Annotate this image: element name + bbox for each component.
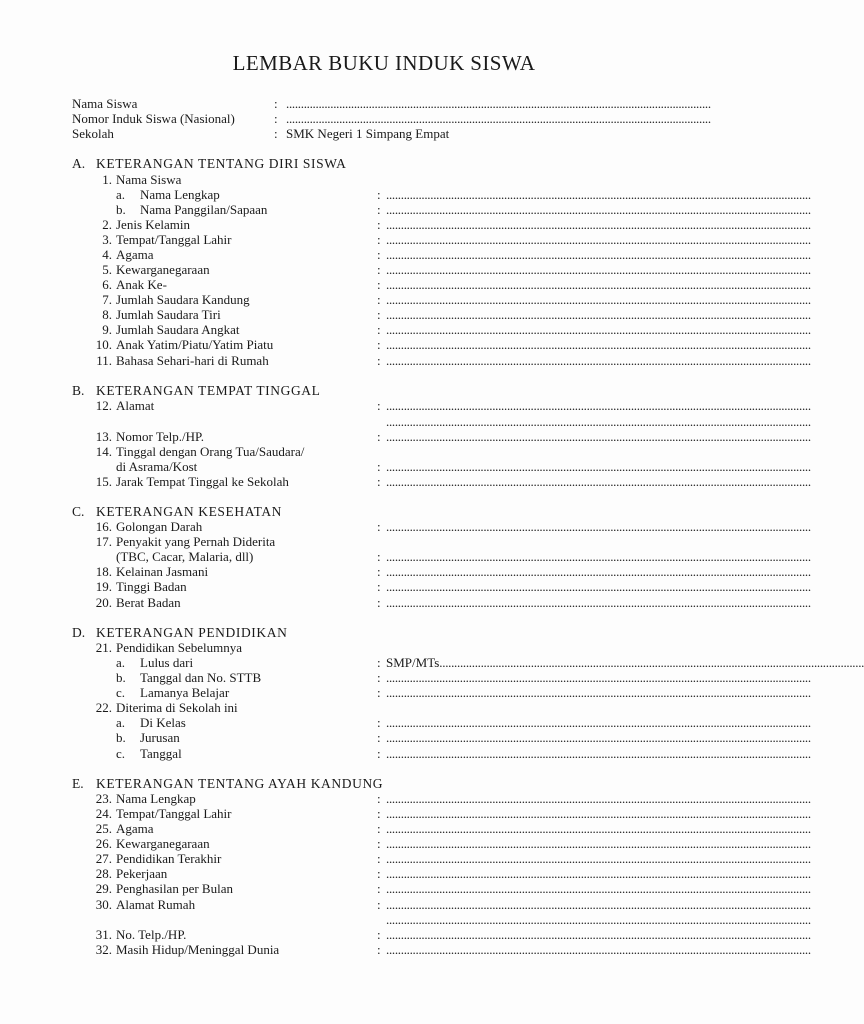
form-row (0, 429, 811, 444)
fill-dots[interactable]: ................................................................................................................................................ (386, 806, 811, 821)
fill-dots[interactable]: ................................................................................................................................................ (386, 595, 811, 610)
fill-dots[interactable]: ................................................................................................................................................ (386, 579, 811, 594)
sub-letter: c. (116, 685, 126, 700)
row-label: Berat Badan (116, 595, 181, 610)
form-row (0, 202, 811, 217)
form-row (0, 700, 768, 715)
section-header-e (0, 776, 768, 791)
field-colon: : (377, 277, 381, 292)
row-number: 8. (102, 307, 112, 322)
form-row (0, 881, 811, 896)
field-colon: : (377, 866, 381, 881)
form-row (0, 715, 811, 730)
field-value-prefixed[interactable] (386, 655, 864, 670)
section-letter: E. (72, 776, 84, 791)
fill-dots[interactable]: ................................................................................................................................................ (386, 277, 811, 292)
field-colon: : (377, 881, 381, 896)
form-row (0, 640, 768, 655)
form-row (0, 534, 768, 549)
form-row (0, 353, 811, 368)
field-colon: : (377, 730, 381, 745)
form-row (0, 670, 811, 685)
fill-dots[interactable]: ................................................................................................................................................ (386, 202, 811, 217)
row-label: Nama Lengkap (116, 791, 196, 806)
field-colon: : (377, 217, 381, 232)
field-colon: : (377, 927, 381, 942)
field-colon: : (377, 715, 381, 730)
row-number: 19. (95, 579, 112, 594)
row-label: Lulus dari (140, 655, 194, 670)
form-row (0, 897, 811, 912)
sub-letter: a. (116, 187, 126, 202)
form-row (0, 927, 811, 942)
field-label: Nama Siswa (72, 96, 138, 111)
field-label: Sekolah (72, 126, 114, 141)
section-header-a (0, 156, 768, 171)
row-label: Golongan Darah (116, 519, 203, 534)
row-label: Agama (116, 821, 154, 836)
row-label: Di Kelas (140, 715, 186, 730)
top-field-nama-siswa (0, 96, 768, 111)
field-colon: : (377, 398, 381, 413)
fill-dots[interactable]: ................................................................................................................................................ (386, 549, 811, 564)
fill-dots[interactable]: ................................................................................................................................................ (386, 912, 811, 927)
row-number: 10. (95, 337, 112, 352)
row-number: 21. (95, 640, 112, 655)
field-colon: : (377, 579, 381, 594)
fill-dots[interactable]: ................................................................................................................................................ (386, 232, 811, 247)
field-value: SMK Negeri 1 Simpang Empat (286, 126, 450, 141)
fill-dots[interactable]: ................................................................................................................................................ (386, 337, 811, 352)
row-label: Kelainan Jasmani (116, 564, 209, 579)
form-row (0, 322, 811, 337)
section-header-d (0, 625, 768, 640)
row-number: 9. (102, 322, 112, 337)
row-number: 16. (95, 519, 112, 534)
field-colon: : (377, 549, 381, 564)
row-label: Tinggi Badan (116, 579, 187, 594)
row-label: Alamat (116, 398, 155, 413)
field-colon: : (377, 459, 381, 474)
form-row (0, 821, 811, 836)
row-number: 30. (95, 897, 112, 912)
row-label-continuation: di Asrama/Kost (116, 459, 198, 474)
page-title: LEMBAR BUKU INDUK SISWA (232, 51, 536, 75)
row-number: 13. (95, 429, 112, 444)
row-label: Tempat/Tanggal Lahir (116, 806, 232, 821)
row-label: Penyakit yang Pernah Diderita (116, 534, 276, 549)
form-row (0, 549, 811, 564)
fill-dots[interactable]: ................................................................................................................................................ (386, 881, 811, 896)
field-colon: : (377, 187, 381, 202)
section-title: KETERANGAN TENTANG DIRI SISWA (96, 156, 347, 171)
row-label-continuation: (TBC, Cacar, Malaria, dll) (116, 549, 254, 564)
fill-dots[interactable]: ................................................................................................................................................ (386, 746, 811, 761)
row-label: Penghasilan per Bulan (116, 881, 233, 896)
row-label: Nama Panggilan/Sapaan (140, 202, 268, 217)
form-row-continuation (0, 912, 811, 927)
form-row (0, 277, 811, 292)
field-colon: : (377, 322, 381, 337)
row-number: 1. (102, 172, 112, 187)
form-row (0, 172, 768, 187)
fill-dots[interactable]: ................................................................................................................................................ (386, 322, 811, 337)
fill-dots[interactable]: ................................................................................................................................................ (386, 897, 811, 912)
field-colon: : (377, 564, 381, 579)
row-label: Tinggal dengan Orang Tua/Saudara/ (116, 444, 305, 459)
row-number: 31. (95, 927, 112, 942)
row-label: Jarak Tempat Tinggal ke Sekolah (116, 474, 289, 489)
sub-letter: b. (116, 730, 126, 745)
row-label: Agama (116, 247, 154, 262)
section-letter: A. (72, 156, 86, 171)
top-field-nomor-induk (0, 111, 768, 126)
field-colon: : (377, 851, 381, 866)
form-row (0, 730, 811, 745)
fill-dots[interactable]: ................................................................................................................................................ (386, 519, 811, 534)
form-row (0, 655, 864, 670)
field-colon: : (377, 897, 381, 912)
form-row (0, 444, 768, 459)
fill-dots[interactable]: ................................................................................................................................................ (386, 429, 811, 444)
section-title: KETERANGAN KESEHATAN (96, 504, 283, 519)
top-field-sekolah (0, 126, 768, 141)
section-header-b (0, 383, 768, 398)
form-row (0, 942, 811, 957)
fill-dots[interactable]: ................................................................................................................................................ (386, 217, 811, 232)
field-colon: : (377, 337, 381, 352)
fill-dots[interactable]: ................................................................................................................................................ (286, 111, 711, 126)
row-number: 23. (95, 791, 112, 806)
field-colon: : (377, 474, 381, 489)
field-colon: : (377, 821, 381, 836)
fill-dots[interactable]: ................................................................................................................................................ (386, 474, 811, 489)
form-row (0, 232, 811, 247)
field-colon: : (274, 111, 278, 126)
field-colon: : (377, 685, 381, 700)
row-label: Diterima di Sekolah ini (116, 700, 238, 715)
field-colon: : (377, 670, 381, 685)
form-row (0, 685, 811, 700)
sub-letter: a. (116, 715, 126, 730)
row-label: Pendidikan Terakhir (116, 851, 222, 866)
row-number: 6. (102, 277, 112, 292)
form-row (0, 187, 811, 202)
field-colon: : (377, 262, 381, 277)
fill-dots[interactable]: ................................................................................................................................................ (386, 353, 811, 368)
row-label: Tempat/Tanggal Lahir (116, 232, 232, 247)
row-number: 3. (102, 232, 112, 247)
sub-letter: b. (116, 202, 126, 217)
field-colon: : (377, 595, 381, 610)
form-row (0, 595, 811, 610)
section-title: KETERANGAN PENDIDIKAN (96, 625, 288, 640)
row-number: 4. (102, 247, 112, 262)
field-colon: : (377, 836, 381, 851)
section-title: KETERANGAN TENTANG AYAH KANDUNG (96, 776, 384, 791)
row-number: 14. (95, 444, 112, 459)
form-row (0, 519, 811, 534)
fill-dots[interactable]: ................................................................................................................................................ (386, 715, 811, 730)
form-row (0, 217, 811, 232)
field-colon: : (377, 292, 381, 307)
sub-letter: a. (116, 655, 126, 670)
field-colon: : (377, 307, 381, 322)
row-number: 26. (95, 836, 112, 851)
row-label: Nama Lengkap (140, 187, 220, 202)
field-colon: : (377, 232, 381, 247)
row-label: Jumlah Saudara Kandung (116, 292, 250, 307)
row-label: No. Telp./HP. (116, 927, 187, 942)
fill-dots[interactable]: ................................................................................................................................................ (386, 292, 811, 307)
field-colon: : (377, 202, 381, 217)
row-number: 29. (95, 881, 112, 896)
fill-dots[interactable]: ................................................................................................................................................ (386, 564, 811, 579)
fill-dots[interactable]: ................................................................................................................................................ (386, 459, 811, 474)
row-label: Anak Yatim/Piatu/Yatim Piatu (116, 337, 274, 352)
fill-dots[interactable]: ................................................................................................................................................ (386, 821, 811, 836)
fill-dots[interactable]: ................................................................................................................................................ (286, 96, 711, 111)
row-label: Jurusan (140, 730, 180, 745)
row-number: 20. (95, 595, 112, 610)
field-colon: : (274, 126, 278, 141)
field-colon: : (377, 429, 381, 444)
fill-dots[interactable]: ................................................................................................................................................ (386, 670, 811, 685)
fill-dots[interactable]: ................................................................................................................................................ (386, 414, 811, 429)
fill-dots[interactable]: ................................................................................................................................................ (386, 851, 811, 866)
fill-dots[interactable]: ................................................................................................................................................ (386, 187, 811, 202)
form-row (0, 564, 811, 579)
fill-dots: ................................................................................................................................................ (439, 655, 864, 670)
field-colon: : (377, 519, 381, 534)
fill-dots[interactable]: ................................................................................................................................................ (386, 307, 811, 322)
form-row-continuation (0, 414, 811, 429)
row-label: Tanggal dan No. STTB (140, 670, 262, 685)
row-number: 12. (95, 398, 112, 413)
row-label: Bahasa Sehari-hari di Rumah (116, 353, 269, 368)
field-colon: : (274, 96, 278, 111)
fill-dots[interactable]: ................................................................................................................................................ (386, 730, 811, 745)
row-number: 15. (95, 474, 112, 489)
row-label: Anak Ke- (116, 277, 167, 292)
row-number: 17. (95, 534, 112, 549)
row-label: Nama Siswa (116, 172, 182, 187)
row-label: Jumlah Saudara Tiri (116, 307, 221, 322)
row-number: 11. (96, 353, 112, 368)
section-letter: C. (72, 504, 85, 519)
row-label: Masih Hidup/Meninggal Dunia (116, 942, 280, 957)
section-letter: B. (72, 383, 85, 398)
form-row (0, 791, 811, 806)
form-row (0, 806, 811, 821)
form-row (0, 262, 811, 277)
section-header-c (0, 504, 768, 519)
row-label: Lamanya Belajar (140, 685, 230, 700)
row-number: 25. (95, 821, 112, 836)
form-row (0, 292, 811, 307)
row-number: 18. (95, 564, 112, 579)
field-label: Nomor Induk Siswa (Nasional) (72, 111, 235, 126)
row-number: 7. (102, 292, 112, 307)
field-colon: : (377, 806, 381, 821)
row-label: Alamat Rumah (116, 897, 196, 912)
fill-dots[interactable]: ................................................................................................................................................ (386, 398, 811, 413)
form-row (0, 247, 811, 262)
row-number: 5. (102, 262, 112, 277)
row-number: 28. (95, 866, 112, 881)
field-colon: : (377, 655, 381, 670)
form-row (0, 836, 811, 851)
fill-dots[interactable]: ................................................................................................................................................ (386, 247, 811, 262)
sub-letter: c. (116, 746, 126, 761)
field-colon: : (377, 942, 381, 957)
form-row (0, 459, 811, 474)
form-row (0, 579, 811, 594)
sub-letter: b. (116, 670, 126, 685)
fill-dots[interactable]: ................................................................................................................................................ (386, 942, 811, 957)
section-letter: D. (72, 625, 86, 640)
value-prefix: SMP/MTs (386, 655, 440, 670)
field-colon: : (377, 247, 381, 262)
fill-dots[interactable]: ................................................................................................................................................ (386, 262, 811, 277)
row-number: 22. (95, 700, 112, 715)
fill-dots[interactable]: ................................................................................................................................................ (386, 791, 811, 806)
form-row (0, 307, 811, 322)
row-number: 32. (95, 942, 112, 957)
row-label: Pekerjaan (116, 866, 168, 881)
row-label: Jumlah Saudara Angkat (116, 322, 240, 337)
row-label: Pendidikan Sebelumnya (116, 640, 243, 655)
row-label: Nomor Telp./HP. (116, 429, 205, 444)
row-number: 27. (95, 851, 112, 866)
form-row (0, 746, 811, 761)
row-label: Tanggal (140, 746, 182, 761)
form-row (0, 866, 811, 881)
form-row (0, 398, 811, 413)
field-colon: : (377, 353, 381, 368)
row-label: Kewarganegaraan (116, 836, 210, 851)
form-row (0, 337, 811, 352)
fill-dots[interactable]: ................................................................................................................................................ (386, 927, 811, 942)
section-title: KETERANGAN TEMPAT TINGGAL (96, 383, 321, 398)
form-row (0, 474, 811, 489)
field-colon: : (377, 746, 381, 761)
row-label: Kewarganegaraan (116, 262, 210, 277)
field-colon: : (377, 791, 381, 806)
row-number: 24. (95, 806, 112, 821)
fill-dots[interactable]: ................................................................................................................................................ (386, 836, 811, 851)
form-row (0, 851, 811, 866)
fill-dots[interactable]: ................................................................................................................................................ (386, 866, 811, 881)
row-number: 2. (102, 217, 112, 232)
row-label: Jenis Kelamin (116, 217, 191, 232)
fill-dots[interactable]: ................................................................................................................................................ (386, 685, 811, 700)
